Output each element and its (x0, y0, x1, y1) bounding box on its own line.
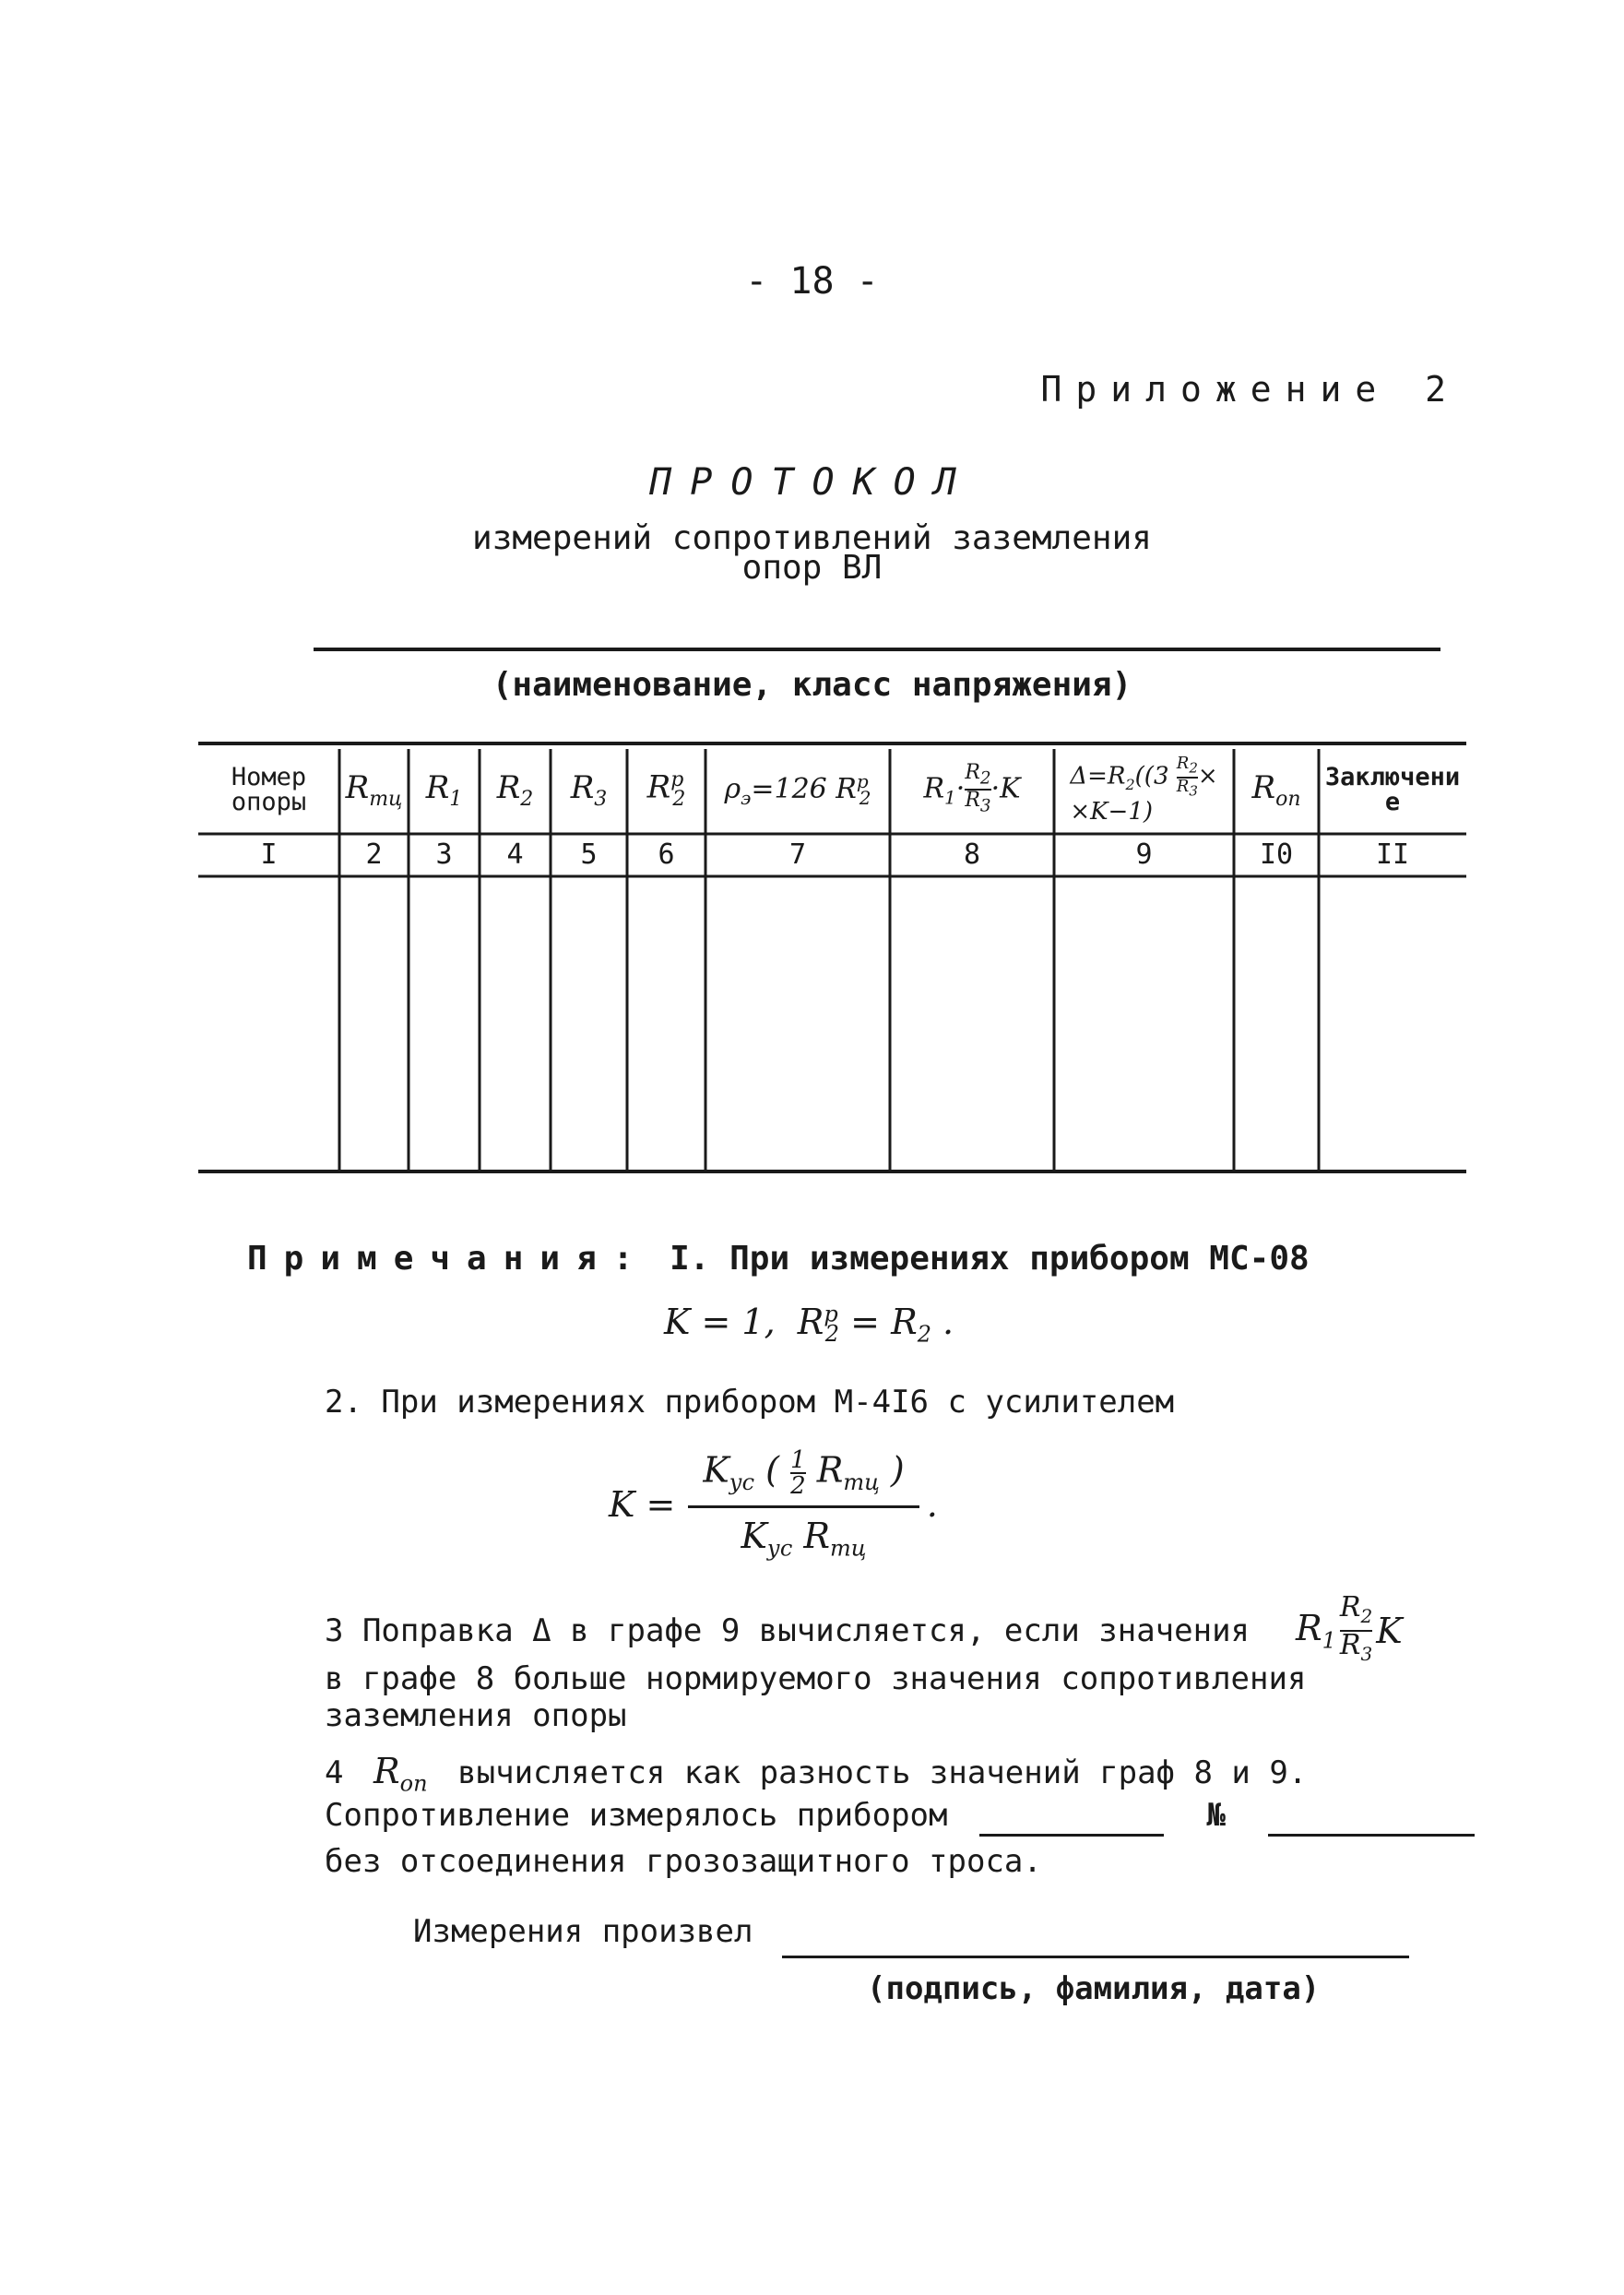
column-number-4: 4 (506, 838, 524, 871)
column-number-11: II (1375, 838, 1410, 871)
signature-caption: (подпись, фамилия, дата) (867, 1970, 1321, 2007)
header-r2p: $R^р_2$ (646, 768, 686, 811)
subtitle-line-2: опор ВЛ (741, 549, 883, 587)
column-number-2: 2 (365, 838, 383, 871)
header-r3: $R_3$ (570, 768, 608, 811)
notes-heading-row (247, 1240, 1310, 1278)
appendix-label: Приложение 2 (1040, 369, 1460, 410)
page-number: - 18 - (745, 260, 879, 303)
column-number-9: 9 (1135, 838, 1153, 871)
column-number-8: 8 (963, 838, 981, 871)
header-support-number: Номер опоры (231, 763, 307, 816)
note-1-text: I. При измерениях прибором МС-08 (670, 1240, 1310, 1278)
note-3-start: 3 Поправка Δ в графе 9 вычисляется, если значения (325, 1612, 1251, 1649)
column-number-5: 5 (580, 838, 598, 871)
column-number-10: I0 (1259, 838, 1294, 871)
column-number-3: 3 (435, 838, 453, 871)
note-4-symbol: $R_{оп}$ (362, 1751, 428, 1797)
device-number-blank (1268, 1797, 1475, 1837)
note-2-text: 2. При измерениях прибором М-4I6 с усилителем (325, 1384, 1175, 1421)
header-r-op: $R_{оп}$ (1251, 768, 1301, 811)
header-r1: $R_1$ (425, 768, 463, 811)
rope-text: без отсоединения грозозащитного троса. (325, 1843, 1042, 1880)
header-r-tc: $R_{тц}$ (345, 768, 403, 811)
device-name-blank (979, 1797, 1164, 1837)
document-title: ПРОТОКОЛ (649, 461, 975, 504)
device-row (325, 1797, 1475, 1837)
note-4-number: 4 (325, 1754, 344, 1791)
note-2-formula: K = $K_{ус}$ ( $\frac{1}{2}$ $R_{тц}$ ) $K_{ус}$ $R_{тц}$ . (609, 1446, 938, 1562)
note-3-continuation: в графе 8 больше нормируемого значения сопротивления заземления опоры (325, 1660, 1307, 1734)
note-1-formula: K = 1, $R^р_2 = R_2$ . (664, 1301, 954, 1348)
header-rho: $\rho_э=126$ $R^р_2$ (724, 770, 871, 809)
column-number-7: 7 (788, 838, 807, 871)
signature-line (782, 1956, 1409, 1958)
number-sign: № (1206, 1797, 1226, 1834)
note-4-text: вычисляется как разность значений граф 8 и 9. (457, 1754, 1308, 1791)
header-delta: $\Delta=R_2((3$ $\frac{R_2}{R_3}$ × ×K−1) (1070, 754, 1218, 826)
subtitle-line-1: измерений сопротивлений заземления (472, 519, 1152, 557)
column-number-6: 6 (658, 838, 675, 871)
name-caption: (наименование, класс напряжения) (492, 666, 1132, 704)
header-r1-r2-r3-k: $R_1\cdot$ $\frac{R_2}{R_3}$ ·K (923, 760, 1021, 816)
device-text: Сопротивление измерялось прибором (325, 1797, 948, 1834)
note-3-formula: $R_1$ $R_2$ $R_3$ K (1296, 1591, 1403, 1665)
header-conclusion: Заключение (1324, 763, 1461, 816)
signature-label: Измерения произвел (413, 1913, 753, 1950)
note-4-row (325, 1753, 1307, 1802)
header-r2: $R_2$ (496, 768, 534, 811)
column-number-1: I (260, 838, 278, 871)
notes-heading: Примечания: (247, 1240, 650, 1278)
